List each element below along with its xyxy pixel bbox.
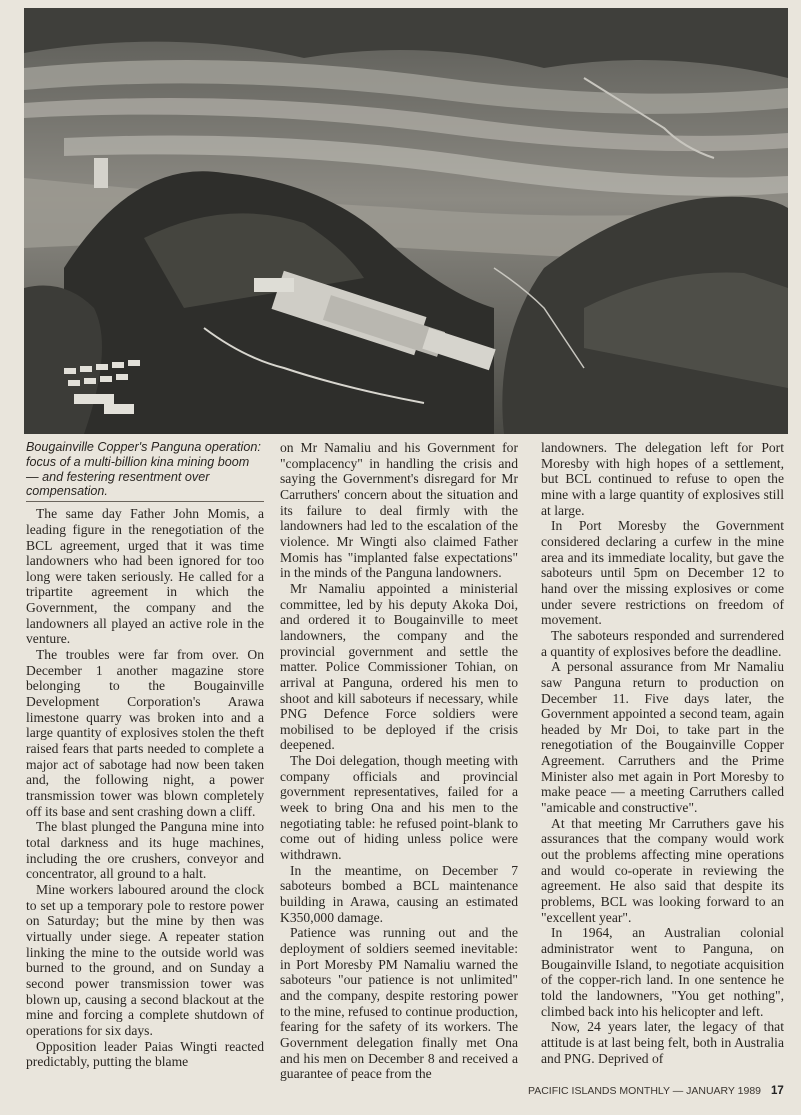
page-number: 17 [771,1085,784,1097]
paragraph: In Port Moresby the Government considered declaring a curfew in the mine area and its immediate locality, but gave the saboteurs until 5pm on December 12 to hand over the missing explosives or come under severe restrictions on freedom of movement. [541,518,784,628]
paragraph: Mine workers laboured around the clock to set up a temporary pole to restore power on Saturday; but the mine by then was virtually under siege. A repeater station linking the mine to the outside world was burned to the ground, and on Sunday a second power transmission tower was blown up, causing a second blackout at the mine and forcing a complete shutdown of operations for six days. [26,881,264,1038]
paragraph: In 1964, an Australian colonial administrator went to Panguna, on Bougainville Island, to negotiate acquisition of the copper-rich land. In one sentence he told the landowners, "You get nothing", climbed back into his helicopter and left. [541,925,784,1019]
paragraph: A personal assurance from Mr Namaliu saw Panguna return to production on December 11. Five days later, the Government appointed a second team, again headed by Mr Doi, to take part in the renegotiation of the Bougainville Copper Agreement. Carruthers and the Prime Minister also met again in Port Moresby to make peace — a meeting Carruthers called "amicable and constructive". [541,659,784,816]
column-1 [26,440,264,1070]
paragraph: The Doi delegation, though meeting with company officials and provincial government representatives, failed for a week to bring Ona and his men to the negotiating table: he refused point-blank to come out of hiding unless police were withdrawn. [280,753,518,863]
column-2 [280,440,518,1082]
mine-aerial-photo [24,8,788,434]
page-footer [528,1085,794,1097]
paragraph: on Mr Namaliu and his Government for "complacency" in handling the crisis and saying the Government's disregard for Mr Carruthers' concern about the situation and its failure to deal firmly with the landowners had led to the escalation of the violence. Mr Wingti also claimed Father Momis has "implanted false expectations" in the minds of the Panguna landowners. [280,440,518,581]
paragraph: Mr Namaliu appointed a ministerial committee, led by his deputy Akoka Doi, and ordered it to Bougainville to meet landowners, the company and the provincial government and settle the matter. Police Commissioner Tohian, on arrival at Panguna, ordered his men to shoot and kill saboteurs if necessary, while PNG Defence Force soldiers were mobilised to be deployed if the crisis deepened. [280,580,518,753]
paragraph: The troubles were far from over. On December 1 another magazine store belonging to the Bougainville Development Corporation's Arawa limestone quarry was broken into and a large quantity of explosives stolen the theft raised fears that parts needed to complete a major act of sabotage had now been taken and, the following night, a power transmission tower was blown completely off its base and sent crashing down a cliff. [26,647,264,819]
publication-line: PACIFIC ISLANDS MONTHLY — JANUARY 1989 [528,1085,762,1097]
paragraph: The saboteurs responded and surrendered a quantity of explosives before the deadline. [541,627,784,659]
paragraph: The same day Father John Momis, a leading figure in the renegotiation of the BCL agreement, urged that it was time landowners who had been ignored for too long were taken seriously. He called for a tripartite agreement in which the Government, the company and the landowners all played an active role in the venture. [26,506,264,647]
photo-caption: Bougainville Copper's Panguna operation: focus of a multi-billion kina mining boom — and festering resentment over compensation. [26,440,264,502]
paragraph: At that meeting Mr Carruthers gave his assurances that the company would work out the problems affecting mine operations and would co-operate in reviewing the agreement. He also said that despite its problems, BCL was looking forward to an "excellent year". [541,815,784,925]
paragraph: landowners. The delegation left for Port Moresby with high hopes of a settlement, but BCL continued to refuse to open the mine with a large quantity of explosives still at large. [541,440,784,518]
paragraph: Patience was running out and the deployment of soldiers seemed inevitable: in Port Moresby PM Namaliu warned the saboteurs "our patience is not unlimited" and the company, despite restoring power to the mine, refused to continue production, fearing for the safety of its workers. The Government delegation finally met Ona and his men on December 8 and received a guarantee of peace from the [280,925,518,1082]
column-3 [541,440,784,1066]
paragraph: In the meantime, on December 7 saboteurs bombed a BCL maintenance building in Arawa, causing an estimated K350,000 damage. [280,862,518,925]
photo-illustration [24,8,788,434]
paragraph: The blast plunged the Panguna mine into total darkness and its huge machines, including the ore crushers, conveyor and concentrator, all ground to a halt. [26,819,264,882]
paragraph: Opposition leader Paias Wingti reacted predictably, putting the blame [26,1038,264,1070]
paragraph: Now, 24 years later, the legacy of that attitude is at last being felt, both in Australia and PNG. Deprived of [541,1019,784,1066]
